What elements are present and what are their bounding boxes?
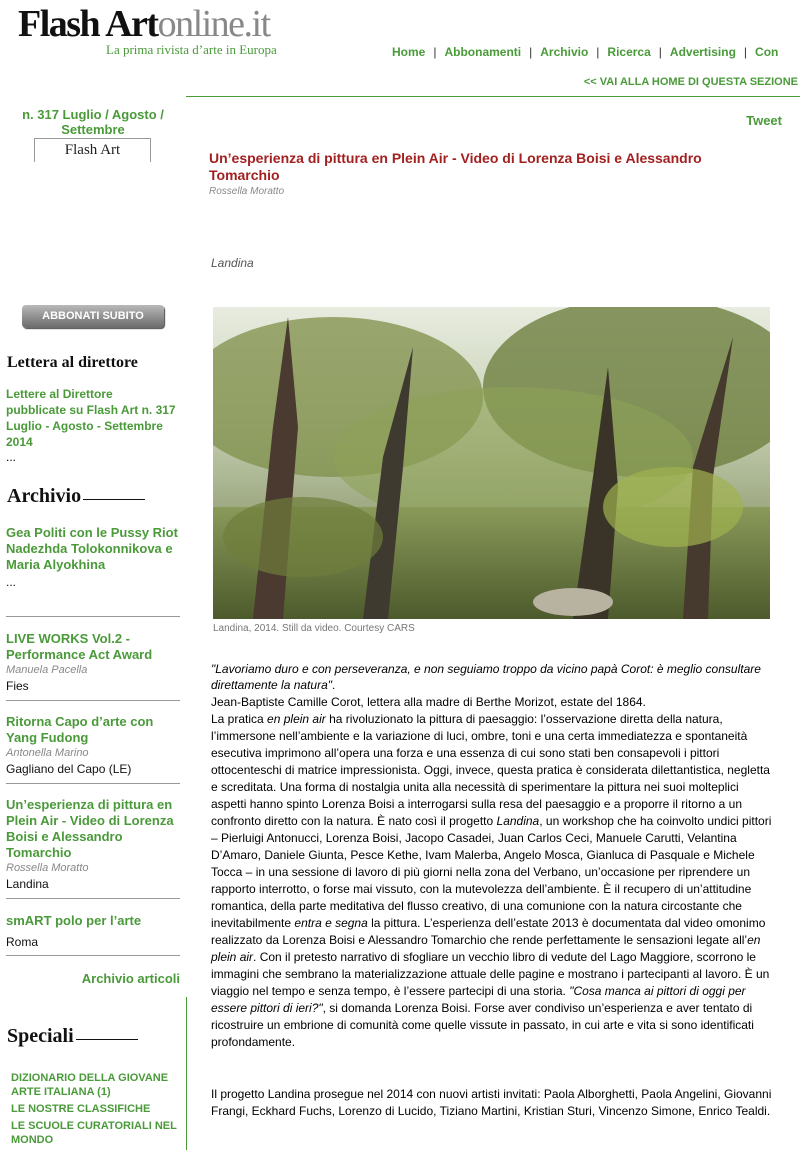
speciali-item[interactable]: LE NOSTRE CLASSIFICHE xyxy=(11,1103,151,1115)
archive-divider xyxy=(6,783,180,784)
archive-item-author: Rossella Moratto xyxy=(6,862,89,874)
quote-source: Jean-Baptiste Camille Corot, lettera alla madre di Berthe Morizot, estate del 1864. xyxy=(211,695,646,709)
logo-light: online.it xyxy=(157,3,270,45)
speciali-heading: Speciali xyxy=(7,1025,138,1048)
archivio-heading: Archivio xyxy=(7,485,145,508)
tweet-button[interactable]: Tweet xyxy=(746,113,782,128)
top-nav: Home | Abbonamenti | Archivio | Ricerca | Advertising | Con xyxy=(392,45,779,59)
archive-item xyxy=(6,714,182,777)
article-paragraph: La pratica en plein air ha rivoluzionato la pittura di paesaggio: l’osservazione diretta della natura, l’immersone nell’ambiente e la variazione di luci, ombre, toni e una certa immediatezza e spontaneità esecutiva imprimono all’opera una forza e una essenza di cui sono stati ben consapevoli i pittori ottocenteschi di matrice impressionista. Oggi, invece, questa pratica è considerata dilettantistica, negletta e screditata. Una forma di nostalgia unita alla necessità di sperimentare la pittura nei suoi molteplici aspetti hanno spinto Lorenza Boisi a interrogarsi sulla resa del paesaggio e a proporre il ritorno a un confronto diretto con la natura. È nato così il progetto Landina, un workshop che ha coinvolto undici pittori – Pierluigi Antonucci, Lorenza Boisi, Jacopo Casadei, Juan Carlos Ceci, Manuele Carutti, Velantina D’Amaro, Daniele Giunta, Pesce Kethe, Ivam Malerba, Angelo Mosca, Gianluca di Pasquale e Michele Tocca – in una sessione di lavoro di più giorni nella zona del Verbano, un’occasione per riprendere un rapporto interrotto, o forse mai vissuto, con la mutevolezza dell’ambiente. È il recupero di un’attitudine romantica, della parte meditativa del flusso creativo, di una comunione con la natura circostante che inevitabilmente entra e segna la pittura. L’esperienza dell’estate 2013 è documentata dal video omonimo realizzato da Lorenza Boisi e Alessandro Tomarchio che rende perfettamente le sensazioni legate all’en plein air. Con il pretesto narrativo di sfogliare un vecchio libro di vedute del Lago Maggiore, scorrono le immagini che sembrano la materializzazione attuale delle pagine e mostrano i partecipanti al lavoro. È un viaggio nel tempo e senza tempo, è l’essere partecipi di una storia. "Cosa manca ai pittori di oggi per essere pittori di ieri?", si domanda Lorenza Boisi. Forse aver condiviso un’esperienza e aver tentato di ricostruire un embrione di comunità come quelle vissute in passato, in cui arte e vita si sono identificati profondamente. xyxy=(211,712,772,1049)
archive-divider xyxy=(6,616,180,617)
archive-item xyxy=(6,913,182,950)
nav-archivio[interactable]: Archivio xyxy=(540,45,589,59)
archive-item-place: Roma xyxy=(6,935,39,949)
archive-item-title[interactable]: LIVE WORKS Vol.2 - Performance Act Award xyxy=(6,631,153,662)
lettera-heading: Lettera al direttore xyxy=(7,354,138,371)
forest-image xyxy=(213,307,770,619)
issue-cover[interactable] xyxy=(34,138,151,162)
archive-item xyxy=(6,797,182,892)
archive-item-place: Landina xyxy=(6,877,49,891)
archive-divider xyxy=(6,955,180,956)
nav-advertising[interactable]: Advertising xyxy=(669,45,736,59)
article-place: Landina xyxy=(211,256,254,270)
archive-item-title[interactable]: Un’esperienza di pittura en Plein Air - Video di Lorenza Boisi e Alessandro Tomarchio xyxy=(6,797,174,860)
archive-divider xyxy=(6,700,180,701)
article-title: Un’esperienza di pittura en Plein Air - Video di Lorenza Boisi e Alessandro Tomarchio xyxy=(209,150,702,183)
archive-item-author: Manuela Pacella xyxy=(6,664,88,676)
archive-all-link[interactable]: Archivio articoli xyxy=(81,971,180,986)
archive-item-place: Gagliano del Capo (LE) xyxy=(6,762,132,776)
column-divider xyxy=(186,997,187,1150)
cover-label: Flash Art xyxy=(64,142,121,158)
archive-item xyxy=(6,631,182,694)
subscribe-button[interactable]: ABBONATI SUBITO xyxy=(22,305,164,328)
header-divider xyxy=(186,96,800,97)
nav-abbonamenti[interactable]: Abbonamenti xyxy=(444,45,522,59)
speciali-list xyxy=(11,1071,183,1150)
lettera-link[interactable]: Lettere al Direttore pubblicate su Flash Art n. 317 Luglio - Agosto - Settembre 2014 xyxy=(6,387,176,449)
archive-item-title[interactable]: smART polo per l’arte xyxy=(6,913,142,928)
archive-item-title[interactable]: Ritorna Capo d’arte con Yang Fudong xyxy=(6,714,154,745)
article-author: Rossella Moratto xyxy=(209,186,285,197)
speciali-item[interactable]: LE SCUOLE CURATORIALI NEL MONDO xyxy=(11,1120,177,1146)
archive-divider xyxy=(6,898,180,899)
lettera-more: ... xyxy=(6,450,17,464)
logo-bold: Flash Art xyxy=(18,3,158,45)
archive-item-title[interactable]: Gea Politi con le Pussy Riot Nadezhda Tolokonnikova e Maria Alyokhina xyxy=(6,525,178,572)
archive-item-place: Fies xyxy=(6,679,29,693)
article-quote: "Lavoriamo duro e con perseveranza, e non seguiamo troppo da vicino papà Corot: è meglio consultare direttamente la natura". xyxy=(211,662,761,692)
article-body xyxy=(211,694,773,1051)
nav-ricerca[interactable]: Ricerca xyxy=(607,45,651,59)
article-photo xyxy=(213,307,770,619)
nav-home[interactable]: Home xyxy=(392,45,426,59)
photo-caption: Landina, 2014. Still da video. Courtesy CARS xyxy=(213,623,415,634)
site-logo[interactable] xyxy=(18,2,270,46)
article-paragraph: Il progetto Landina prosegue nel 2014 con nuovi artisti invitati: Paola Alborghetti, Paola Angelini, Giovanni Frangi, Eckhard Fuchs, Lorenzo di Lucido, Tiziano Martini, Kristian Sturi, Vincenzo Simone, Enrico Tealdi. xyxy=(211,1087,772,1118)
tagline: La prima rivista d’arte in Europa xyxy=(106,42,277,57)
archive-item-place: ... xyxy=(6,575,17,589)
issue-link[interactable]: n. 317 Luglio / Agosto / Settembre xyxy=(22,107,164,137)
archive-item xyxy=(6,525,182,590)
nav-contatti[interactable]: Con xyxy=(755,45,779,59)
section-home-link[interactable]: << VAI ALLA HOME DI QUESTA SEZIONE xyxy=(583,76,798,88)
speciali-item[interactable]: DIZIONARIO DELLA GIOVANE ARTE ITALIANA (1) xyxy=(11,1072,169,1098)
archive-item-author: Antonella Marino xyxy=(6,747,89,759)
